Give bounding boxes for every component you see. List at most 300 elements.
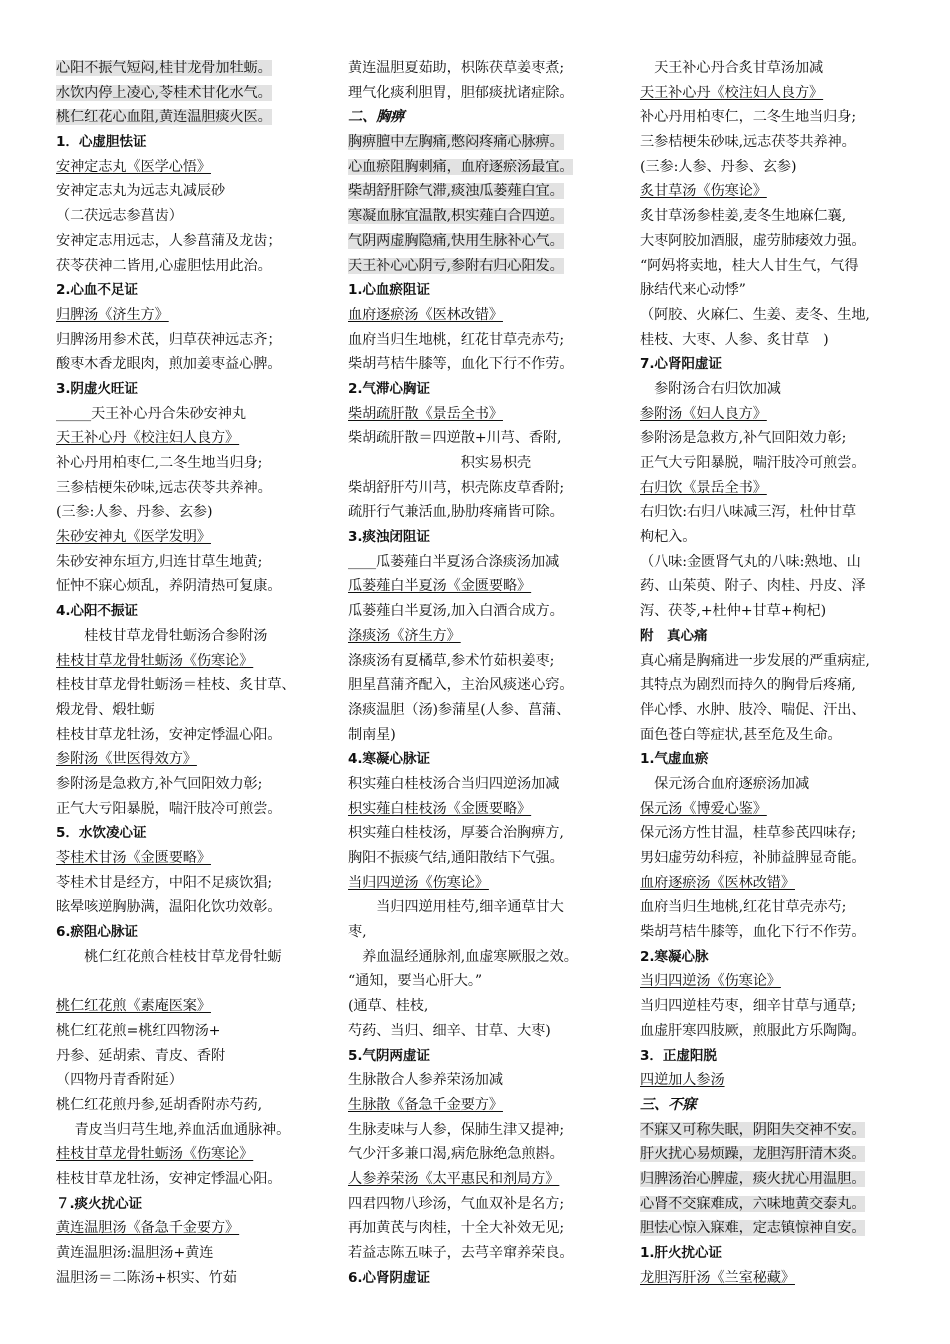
- line-text: 桃仁红花煎《素庵医案》: [56, 998, 211, 1015]
- formula-title: [640, 871, 918, 896]
- section-heading: [640, 624, 918, 649]
- line-text: （二茯远志参菖齿）: [56, 208, 183, 225]
- line-text: 炙甘草汤参桂姜,麦冬生地麻仁襄,: [640, 208, 847, 225]
- line-text: 朱砂安神东垣方,归连甘草生地黄;: [56, 553, 263, 570]
- line-text: 胸痹膻中左胸痛,憋闷疼痛心脉痹。: [348, 134, 564, 151]
- line-text: 保元汤合血府逐瘀汤加减: [640, 775, 810, 792]
- line-text: 三参桔梗朱砂味,远志茯苓共养神。: [56, 479, 272, 496]
- line-text: 枸杞入。: [640, 529, 697, 546]
- line-text: 养血温经通脉剂,血虚寒厥服之效。: [348, 948, 578, 965]
- text-line: [56, 476, 332, 501]
- text-line: [348, 1216, 626, 1241]
- text-line: [640, 599, 918, 624]
- text-line: [348, 476, 626, 501]
- text-line: [640, 56, 918, 81]
- line-text: 气阴两虚胸隐痛,快用生脉补心气。: [348, 232, 564, 249]
- text-line: [56, 500, 332, 525]
- text-line: [640, 772, 918, 797]
- line-text: 水饮内停上凌心,苓桂术甘化水气。: [56, 84, 272, 101]
- line-text: 茯苓茯神二皆用,心虚胆怯用此治。: [56, 257, 272, 274]
- text-column-right: [640, 56, 918, 1290]
- line-text: 生脉散《备急千金要方》: [348, 1096, 503, 1113]
- line-text: 面色苍白等症状,甚至危及生命。: [640, 726, 842, 743]
- section-heading: [640, 1044, 918, 1069]
- text-line: [640, 328, 918, 353]
- line-text: 胆星菖蒲齐配入，主治风痰迷心窍。: [348, 677, 574, 694]
- text-line: [640, 1019, 918, 1044]
- line-text: 理气化痰利胆胃，胆郁痰扰诸症除。: [348, 84, 574, 101]
- formula-title: [348, 303, 626, 328]
- line-text: 2.心血不足证: [56, 282, 138, 299]
- line-text: 桃仁红花煎合桂枝甘草龙骨牡蛎: [56, 948, 282, 965]
- text-line: [348, 1019, 626, 1044]
- highlighted-mnemonic-line: [56, 56, 332, 81]
- line-text: 人参养荣汤《太平惠民和剂局方》: [348, 1170, 560, 1187]
- line-text: 枳实薤白桂枝汤，厚蒌合治胸痹方,: [348, 825, 564, 842]
- line-text: 伴心悸、水肿、肢冷、喘促、汗出、: [640, 701, 866, 718]
- line-text: 眩晕咳逆胸胁满，温阳化饮功效彰。: [56, 899, 282, 916]
- text-line: [348, 772, 626, 797]
- text-line: [56, 895, 332, 920]
- text-line: [56, 574, 332, 599]
- line-text: 归脾汤用参术芪，归草茯神远志齐；: [56, 331, 282, 348]
- text-line: [56, 723, 332, 748]
- line-text: 安神定志丸《医学心悟》: [56, 158, 211, 175]
- text-line: [348, 550, 626, 575]
- section-heading: [640, 945, 918, 970]
- line-text: 制南星): [348, 726, 396, 743]
- line-text: 天王补心丹合炙甘草汤加减: [640, 60, 824, 76]
- line-text: 1.肝火扰心证: [640, 1245, 722, 1261]
- line-text: 其特点为剧烈而持久的胸骨后疼痛,: [640, 677, 856, 694]
- line-text: 疏肝行气兼活血,胁肋疼痛皆可除。: [348, 504, 564, 521]
- line-text: 丹参、延胡索、青皮、香附: [56, 1047, 226, 1064]
- line-text: 补心丹用柏枣仁，二冬生地当归身;: [640, 109, 856, 126]
- highlighted-mnemonic-line: [640, 1216, 918, 1241]
- formula-title: [56, 155, 332, 180]
- line-text: 生脉麦味与人参，保肺生津又提神;: [348, 1121, 564, 1138]
- formula-title: [348, 402, 626, 427]
- line-text: “通知，要当心肝大。”: [348, 973, 482, 990]
- text-line: [56, 673, 332, 698]
- line-text: 附 真心痛: [640, 627, 708, 644]
- line-text: 归脾汤《济生方》: [56, 306, 169, 323]
- text-line: [56, 871, 332, 896]
- section-heading: [56, 377, 332, 402]
- highlighted-mnemonic-line: [348, 254, 626, 279]
- line-text: 桂枝甘草龙牡汤，安神定悸温心阳。: [56, 1170, 282, 1187]
- line-text: 心血瘀阻胸刺痛，血府逐瘀汤最宜。: [348, 158, 574, 175]
- formula-title: [56, 649, 332, 674]
- text-line: [640, 229, 918, 254]
- highlighted-mnemonic-line: [348, 155, 626, 180]
- line-text: 药、山茱萸、附子、肉桂、丹皮、泽: [640, 578, 866, 595]
- text-line: [640, 673, 918, 698]
- line-text: 柴胡芎桔牛膝等，血化下行不作劳。: [348, 356, 574, 373]
- text-line: [348, 1118, 626, 1143]
- line-text: 补心丹用柏枣仁,二冬生地当归身;: [56, 455, 263, 471]
- line-text: 天王补心心阴亏,参附右归心阳发。: [348, 257, 564, 274]
- section-heading: [56, 821, 332, 846]
- formula-title: [640, 797, 918, 822]
- text-line: [56, 328, 332, 353]
- line-text: 5．水饮凌心证: [56, 825, 147, 842]
- text-line: [348, 895, 626, 920]
- text-line: [56, 1266, 332, 1291]
- section-heading: [348, 377, 626, 402]
- chapter-heading: [348, 105, 626, 130]
- line-text: 再加黄芪与肉桂，十全大补效无见;: [348, 1220, 564, 1237]
- text-line: [348, 56, 626, 81]
- line-text: 桂枝甘草龙骨牡蛎汤《伤寒论》: [56, 652, 254, 669]
- line-text: 朱砂安神丸《医学发明》: [56, 529, 211, 546]
- line-text: 生脉散合人参养荣汤加减: [348, 1072, 503, 1089]
- line-text: 安神定志丸为远志丸减辰砂: [56, 183, 226, 200]
- section-heading: [640, 747, 918, 772]
- highlighted-mnemonic-line: [348, 204, 626, 229]
- line-text: 柴胡疏肝散《景岳全书》: [348, 405, 503, 422]
- line-text: 肝火扰心易烦躁，龙胆泻肝清木炎。: [640, 1146, 866, 1163]
- line-text: 温胆汤＝二陈汤+枳实、竹茹: [56, 1269, 237, 1286]
- line-text: 桂枝甘草龙骨牡蛎汤＝桂枝、炙甘草、: [56, 677, 296, 694]
- line-text: 四君四物八珍汤，气血双补是名方;: [348, 1195, 564, 1212]
- text-line: [640, 846, 918, 871]
- text-line: [640, 698, 918, 723]
- text-line: [640, 895, 918, 920]
- line-text: 天王补心丹《校注妇人良方》: [56, 430, 240, 447]
- text-line: [56, 451, 332, 476]
- text-line: [348, 1068, 626, 1093]
- text-line: [348, 673, 626, 698]
- line-text: （八味:金匮肾气丸的八味:熟地、山: [640, 553, 861, 570]
- line-text: 四逆加人参汤: [640, 1072, 725, 1089]
- line-text: 黄连温胆夏茹助，枳陈茯草姜枣煮;: [348, 60, 564, 76]
- formula-title: [56, 747, 332, 772]
- text-line: [640, 649, 918, 674]
- text-line: [56, 402, 332, 427]
- line-text: 柴胡芎桔牛膝等，血化下行不作劳。: [640, 924, 866, 941]
- text-line: [640, 500, 918, 525]
- highlighted-mnemonic-line: [348, 229, 626, 254]
- text-line: [640, 723, 918, 748]
- text-column-left: [56, 56, 332, 1290]
- line-text: 血府逐瘀汤《医林改错》: [640, 874, 795, 891]
- text-line: [56, 624, 332, 649]
- line-text: (三参:人参、丹参、玄参): [640, 158, 797, 175]
- text-line: [348, 328, 626, 353]
- line-text: 涤痰汤有夏橘草,参术竹茹枳姜枣;: [348, 652, 555, 669]
- text-line: [640, 574, 918, 599]
- formula-title: [640, 1068, 918, 1093]
- text-line: [56, 1118, 332, 1143]
- formula-title: [56, 846, 332, 871]
- line-text: 保元汤《博爱心鉴》: [640, 800, 767, 817]
- highlighted-mnemonic-line: [640, 1167, 918, 1192]
- formula-title: [640, 81, 918, 106]
- section-heading: [348, 278, 626, 303]
- text-line: [348, 1192, 626, 1217]
- line-text: 参附汤《世医得效方》: [56, 751, 197, 768]
- formula-title: [56, 426, 332, 451]
- section-heading: [640, 352, 918, 377]
- line-text: 保元汤方性甘温，桂草参芪四味存;: [640, 825, 856, 842]
- formula-title: [348, 624, 626, 649]
- line-text: 桂枝甘草龙牡汤，安神定悸温心阳。: [56, 726, 282, 743]
- line-text: 当归四逆汤《伤寒论》: [640, 973, 781, 990]
- text-line: [56, 204, 332, 229]
- formula-title: [348, 871, 626, 896]
- line-text: 寒凝血脉宜温散,枳实薤白合四逆。: [348, 208, 564, 225]
- line-text: 安神定志用远志，人参菖蒲及龙齿；: [56, 232, 282, 249]
- line-text: 男妇虚劳幼科痘，补肺益脾显奇能。: [640, 850, 866, 866]
- text-line: [348, 426, 626, 451]
- line-text: _____天王补心丹合朱砂安神丸: [56, 405, 246, 422]
- text-line: [640, 550, 918, 575]
- chapter-heading: [640, 1093, 918, 1118]
- text-line: [348, 945, 626, 970]
- text-line: [348, 352, 626, 377]
- line-text: 枳实薤白桂枝汤《金匮要略》: [348, 800, 532, 817]
- line-text: 血府逐瘀汤《医林改错》: [348, 306, 503, 323]
- text-line: [640, 377, 918, 402]
- line-text: 怔忡不寐心烦乱，养阴清热可复康。: [56, 578, 282, 595]
- highlighted-mnemonic-line: [56, 81, 332, 106]
- line-text: ７.痰火扰心证: [56, 1195, 143, 1212]
- line-text: 6.瘀阻心脉证: [56, 924, 138, 941]
- line-text: （四物丹青香附延）: [56, 1072, 183, 1089]
- line-text: 青皮当归芎生地,养血活血通脉神。: [56, 1121, 291, 1138]
- line-text: 7.心肾阳虚证: [640, 356, 722, 373]
- section-heading: [56, 599, 332, 624]
- text-line: [56, 945, 332, 970]
- line-text: 6.心肾阴虚证: [348, 1269, 430, 1286]
- line-text: 当归四逆桂芍枣，细辛甘草与通草;: [640, 998, 856, 1015]
- line-text: 1．心虚胆怯证: [56, 134, 147, 151]
- text-line: [640, 426, 918, 451]
- line-text: 心阳不振气短闷,桂甘龙骨加牡蛎。: [56, 60, 272, 76]
- text-line: [56, 1068, 332, 1093]
- line-text: 涤痰汤《济生方》: [348, 627, 461, 644]
- highlighted-mnemonic-line: [348, 179, 626, 204]
- section-heading: [56, 278, 332, 303]
- section-heading: [348, 1044, 626, 1069]
- text-line: [56, 772, 332, 797]
- line-text: 炙甘草汤《伤寒论》: [640, 183, 767, 200]
- text-column-middle: [348, 56, 626, 1290]
- line-text: 参附汤合右归饮加减: [640, 380, 781, 397]
- line-text: 积实薤白桂枝汤合当归四逆汤加减: [348, 775, 560, 792]
- text-line: [348, 451, 626, 476]
- line-text: 参附汤是急救方,补气回阳效力彰;: [56, 775, 263, 792]
- line-text: 5.气阴两虚证: [348, 1047, 430, 1064]
- line-text: 若益志陈五味子，去芎辛窜养荣良。: [348, 1245, 574, 1261]
- formula-title: [56, 303, 332, 328]
- section-heading: [348, 525, 626, 550]
- formula-title: [56, 525, 332, 550]
- highlighted-mnemonic-line: [640, 1192, 918, 1217]
- line-text: 1.心血瘀阻证: [348, 282, 430, 299]
- text-line: [640, 155, 918, 180]
- text-line: [640, 303, 918, 328]
- text-line: [56, 698, 332, 723]
- formula-title: [56, 1216, 332, 1241]
- formula-title: [56, 994, 332, 1019]
- line-text: 桂枝、大枣、人参、炙甘草 ): [640, 331, 829, 348]
- line-text: 胸阳不振痰气结,通阳散结下气强。: [348, 850, 564, 866]
- line-text: 参附汤是急救方,补气回阳效力彰;: [640, 430, 847, 447]
- line-text: 黄连温胆汤《备急千金要方》: [56, 1220, 240, 1237]
- section-heading: [56, 920, 332, 945]
- formula-title: [348, 1167, 626, 1192]
- text-line: [56, 352, 332, 377]
- text-line: [348, 846, 626, 871]
- line-text: 柴胡舒肝芍川芎，枳壳陈皮草香附;: [348, 479, 564, 496]
- line-text: 大枣阿胶加酒服，虚劳肺痿效力强。: [640, 232, 866, 249]
- line-text: 胆怯心惊入寐难，定志镇惊神自安。: [640, 1220, 866, 1237]
- text-line: [640, 105, 918, 130]
- text-line: [348, 969, 626, 994]
- line-text: 黄连温胆汤:温胆汤+黄连: [56, 1245, 214, 1261]
- line-text: 积实易枳壳: [348, 455, 532, 471]
- line-text: 正气大亏阳暴脱，喘汗肢冷可煎尝。: [640, 455, 866, 471]
- line-text: 苓桂术甘汤《金匮要略》: [56, 850, 211, 866]
- text-line: [348, 723, 626, 748]
- line-text: 血府当归生地桃,红花甘草壳赤芍;: [640, 899, 847, 916]
- highlighted-mnemonic-line: [56, 105, 332, 130]
- text-line: [56, 550, 332, 575]
- line-text: 涤痰温胆（汤)参蒲星(人参、菖蒲、: [348, 701, 571, 718]
- line-text: 不寐又可称失眠，阴阳失交神不安。: [640, 1121, 866, 1138]
- formula-title: [348, 797, 626, 822]
- text-line: [56, 254, 332, 279]
- text-line: [640, 278, 918, 303]
- line-text: 2.寒凝心脉: [640, 948, 709, 965]
- text-line: [640, 821, 918, 846]
- line-text: 煅龙骨、煅牡蛎: [56, 701, 155, 718]
- text-line: [348, 1142, 626, 1167]
- line-text: 参附汤《妇人良方》: [640, 405, 767, 422]
- text-line: [348, 649, 626, 674]
- text-line: [640, 451, 918, 476]
- line-text: （阿胶、火麻仁、生姜、麦冬、生地,: [640, 306, 870, 323]
- line-text: 血虚肝寒四肢厥，煎服此方乐陶陶。: [640, 1022, 866, 1039]
- line-text: 血府当归生地桃，红花甘草壳赤芍;: [348, 331, 564, 348]
- text-line: [348, 994, 626, 1019]
- line-text: 苓桂术甘是经方，中阳不足痰饮猖;: [56, 874, 272, 891]
- line-text: 桂枝甘草龙骨牡蛎汤《伤寒论》: [56, 1146, 254, 1163]
- line-text: 二、胸痹: [348, 109, 405, 126]
- highlighted-mnemonic-line: [348, 130, 626, 155]
- line-text: 桃仁红花煎丹参,延胡香附赤芍药,: [56, 1096, 263, 1113]
- text-line: [640, 525, 918, 550]
- formula-title: [56, 1142, 332, 1167]
- text-line: [348, 81, 626, 106]
- blank-line: [56, 969, 332, 994]
- line-text: 桂枝甘草龙骨牡蛎汤合参附汤: [56, 627, 268, 644]
- line-text: 芍药、当归、细辛、甘草、大枣): [348, 1022, 551, 1039]
- line-text: ____瓜蒌薤白半夏汤合涤痰汤加减: [348, 553, 560, 570]
- formula-title: [640, 1266, 918, 1291]
- line-text: 瓜蒌薤白半夏汤,加入白酒合成方。: [348, 603, 564, 620]
- text-line: [348, 920, 626, 945]
- line-text: 归脾汤治心脾虚，痰火扰心用温胆。: [640, 1170, 866, 1187]
- line-text: 桃仁红花心血阻,黄连温胆痰火医。: [56, 109, 272, 126]
- text-line: [640, 254, 918, 279]
- formula-title: [640, 402, 918, 427]
- formula-title: [640, 476, 918, 501]
- line-text: 4.寒凝心脉证: [348, 751, 430, 768]
- line-text: 2.气滞心胸证: [348, 380, 430, 397]
- formula-title: [348, 574, 626, 599]
- highlighted-mnemonic-line: [640, 1118, 918, 1143]
- line-text: 气少汗多兼口渴,病危脉绝急煎斟。: [348, 1146, 564, 1163]
- line-text: 桃仁红花煎=桃红四物汤+: [56, 1022, 221, 1039]
- text-line: [640, 130, 918, 155]
- text-line: [56, 179, 332, 204]
- line-text: 3．正虚阳脱: [640, 1047, 717, 1064]
- text-line: [348, 500, 626, 525]
- line-text: 三参桔梗朱砂味,远志茯苓共养神。: [640, 134, 856, 151]
- line-text: (通草、桂枝,: [348, 998, 429, 1015]
- line-text: 心肾不交寐难成，六味地黄交泰丸。: [640, 1195, 866, 1212]
- line-text: 三、不寐: [640, 1096, 697, 1113]
- line-text: 3.阴虚火旺证: [56, 380, 138, 397]
- formula-title: [640, 969, 918, 994]
- text-line: [348, 1241, 626, 1266]
- line-text: 柴胡舒肝除气滞,痰浊瓜蒌薤白宜。: [348, 183, 564, 200]
- section-heading: [348, 1266, 626, 1291]
- line-text: 4.心阳不振证: [56, 603, 138, 620]
- line-text: 龙胆泻肝汤《兰室秘藏》: [640, 1269, 795, 1286]
- text-line: [56, 229, 332, 254]
- text-line: [640, 920, 918, 945]
- line-text: 1.气虚血瘀: [640, 751, 709, 768]
- formula-title: [348, 1093, 626, 1118]
- line-text: (三参:人参、丹参、玄参): [56, 504, 213, 521]
- text-line: [348, 821, 626, 846]
- text-line: [56, 1167, 332, 1192]
- text-line: [640, 994, 918, 1019]
- text-line: [56, 1044, 332, 1069]
- text-line: [640, 204, 918, 229]
- line-text: 3.痰浊闭阻证: [348, 529, 430, 546]
- line-text: 枣,: [348, 924, 367, 941]
- line-text: 脉结代来心动悸”: [640, 282, 746, 299]
- line-text: “阿妈将卖地，桂大人甘生气，气得: [640, 257, 859, 274]
- line-text: 右归饮《景岳全书》: [640, 479, 767, 496]
- line-text: 当归四逆汤《伤寒论》: [348, 874, 489, 891]
- section-heading: [56, 1192, 332, 1217]
- line-text: 柴胡疏肝散＝四逆散+川芎、香附,: [348, 430, 562, 447]
- highlighted-mnemonic-line: [640, 1142, 918, 1167]
- formula-title: [640, 179, 918, 204]
- line-text: 当归四逆用桂芍,细辛通草甘大: [348, 899, 564, 916]
- line-text: 真心痛是胸痛进一步发展的严重病症,: [640, 652, 870, 669]
- section-heading: [640, 1241, 918, 1266]
- section-heading: [348, 747, 626, 772]
- line-text: 酸枣木香龙眼肉，煎加姜枣益心脾。: [56, 356, 282, 373]
- line-text: 正气大亏阳暴脱，喘汗肢冷可煎尝。: [56, 800, 282, 817]
- line-text: 右归饮:右归八味减三泻，杜仲甘草: [640, 504, 856, 521]
- line-text: 天王补心丹《校注妇人良方》: [640, 84, 824, 101]
- line-text: 瓜蒌薤白半夏汤《金匮要略》: [348, 578, 532, 595]
- line-text: 泻、茯苓,+杜仲+甘草+枸杞): [640, 603, 827, 620]
- text-line: [56, 1241, 332, 1266]
- text-line: [56, 797, 332, 822]
- section-heading: [56, 130, 332, 155]
- text-line: [348, 599, 626, 624]
- text-line: [56, 1019, 332, 1044]
